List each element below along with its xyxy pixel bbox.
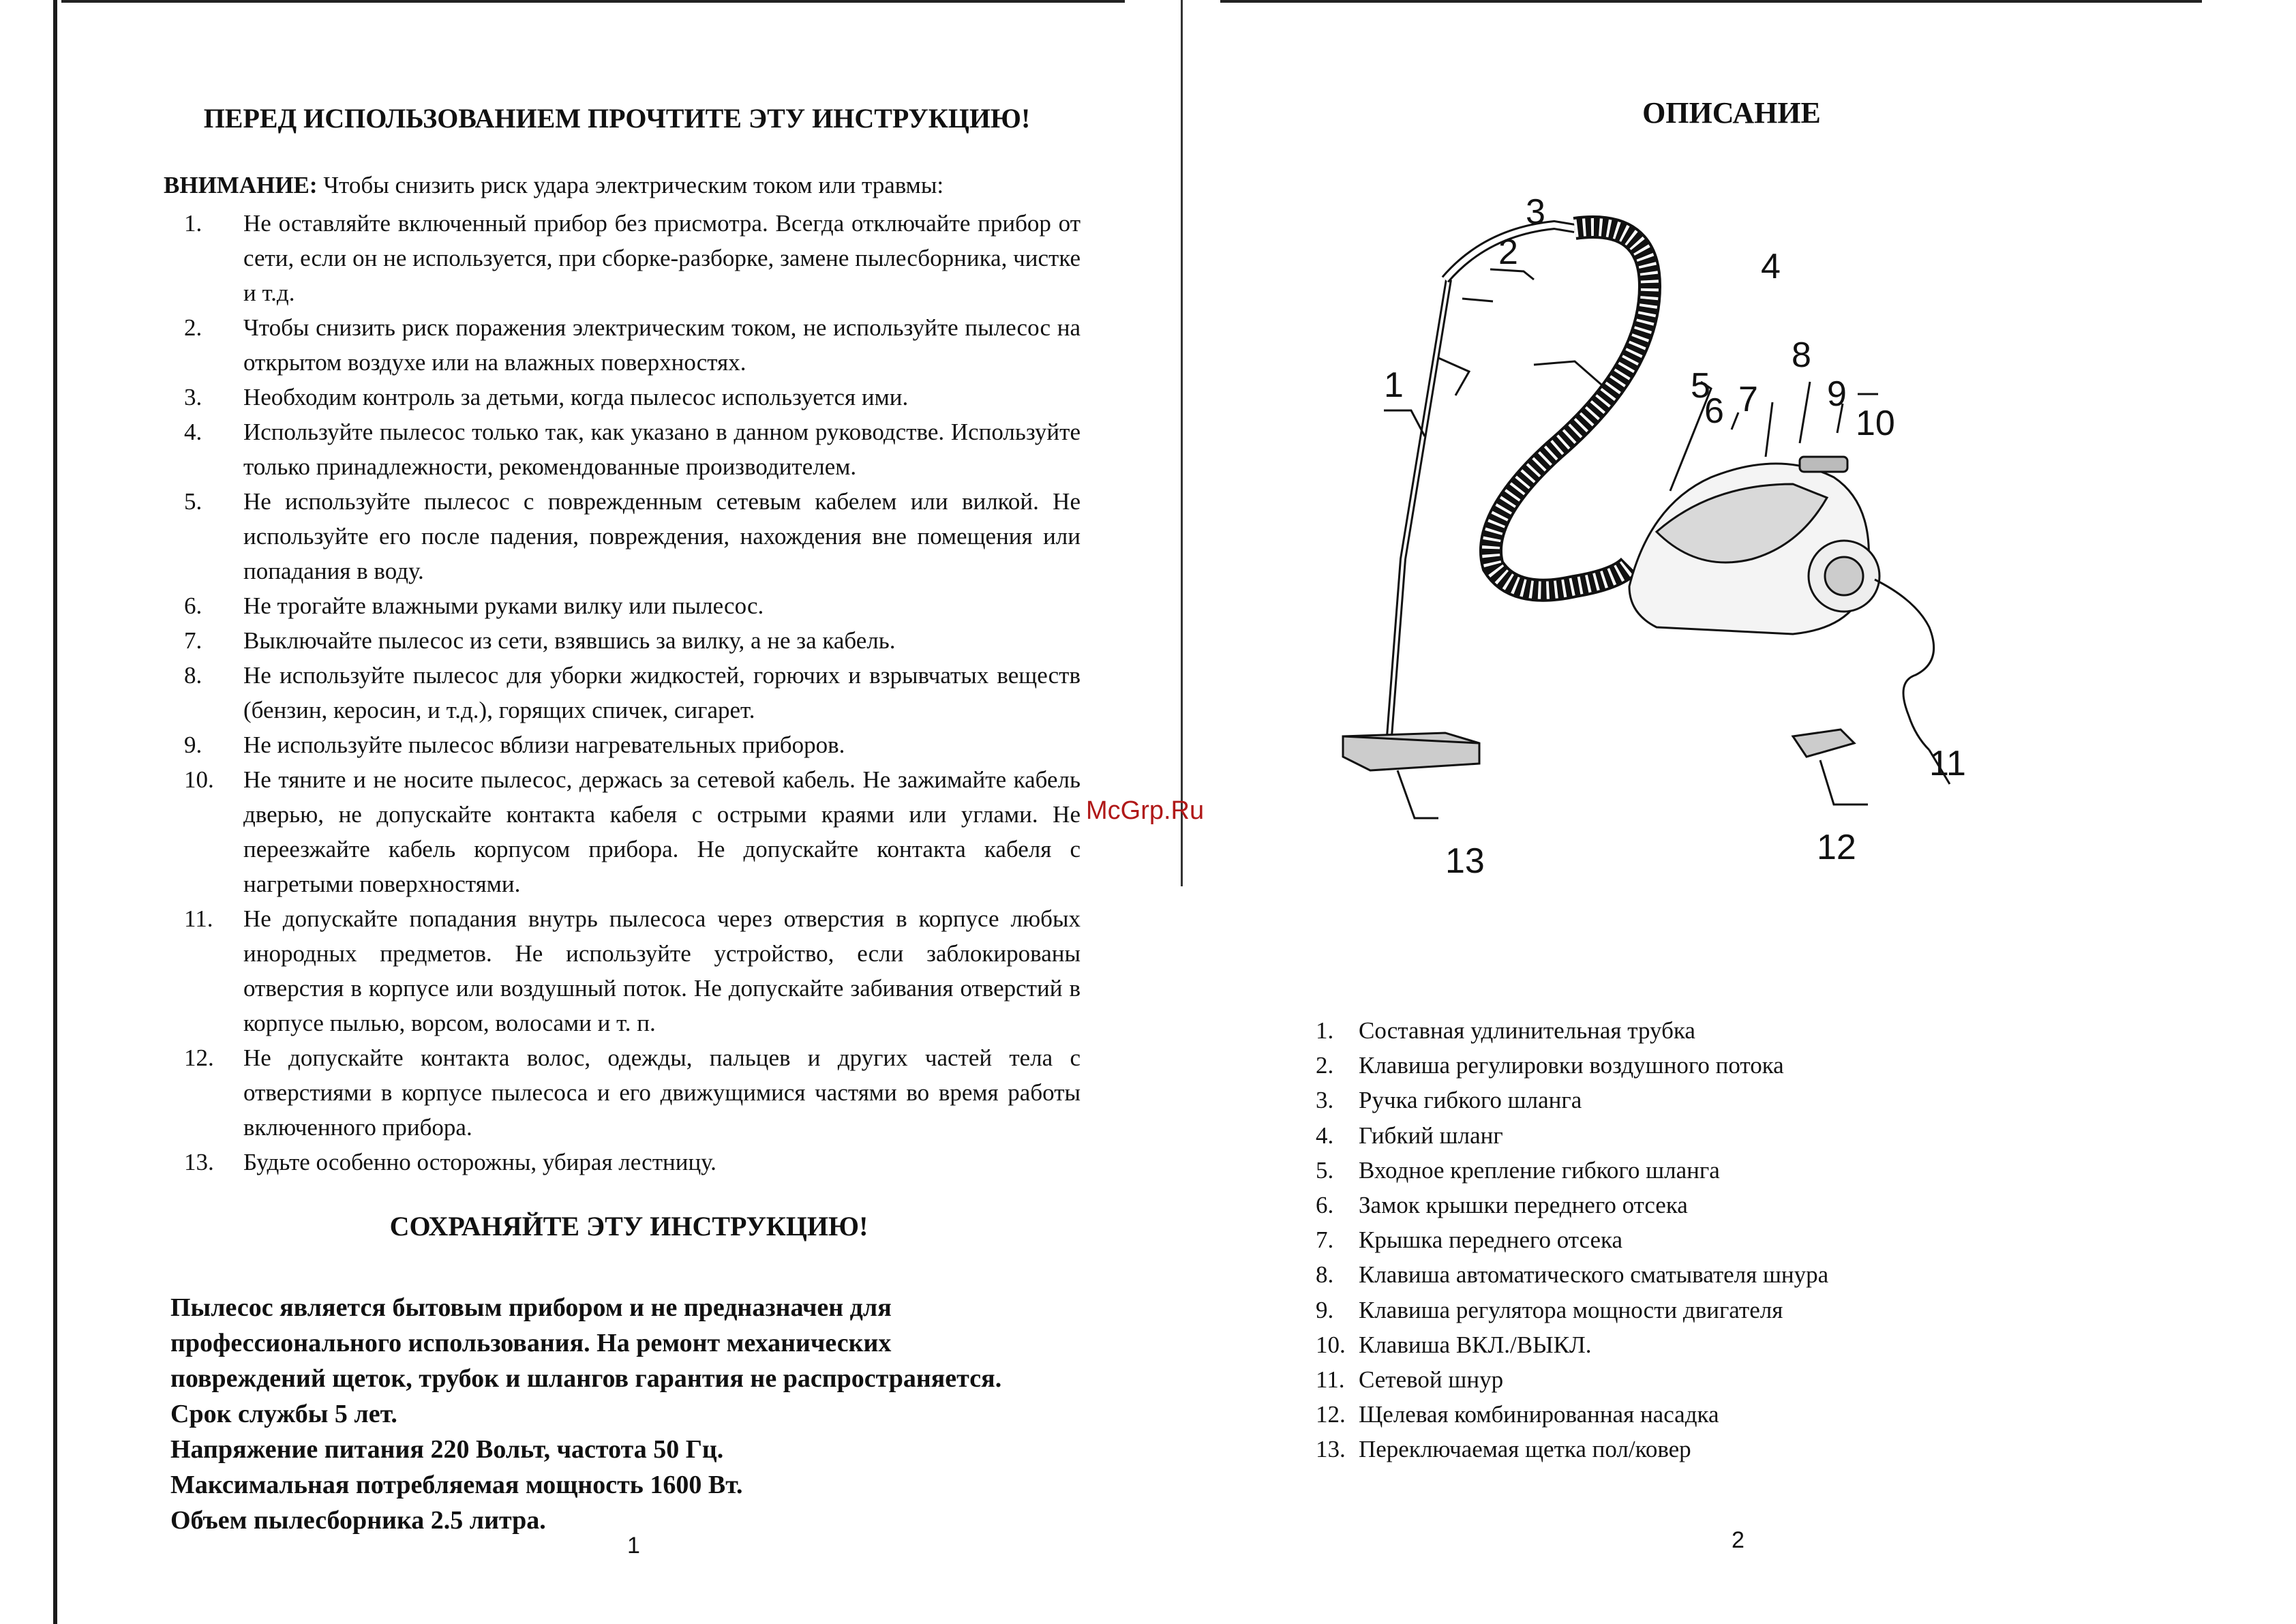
item-number: 9. — [1316, 1296, 1334, 1323]
list-item — [1316, 1327, 2134, 1362]
safety-rules-list — [164, 206, 1081, 1179]
item-number: 8. — [184, 662, 202, 689]
item-number: 6. — [184, 592, 202, 619]
item-number: 7. — [184, 627, 202, 654]
callout-3: 3 — [1526, 192, 1545, 232]
callout-5: 5 — [1691, 366, 1710, 406]
item-number: 9. — [184, 732, 202, 758]
item-text: Клавиша регулятора мощности двигателя — [1359, 1296, 1783, 1323]
page-number-right: 2 — [1732, 1527, 1744, 1553]
item-number: 10. — [1316, 1331, 1346, 1358]
callout-1: 1 — [1384, 365, 1404, 405]
item-text: Замок крышки переднего отсека — [1359, 1192, 1688, 1219]
item-number: 10. — [184, 766, 214, 793]
wand-tube-shape — [1389, 280, 1449, 736]
scan-edge-top-right — [1220, 0, 2202, 3]
list-item — [164, 727, 1081, 762]
item-text: Необходим контроль за детьми, когда пылесос используется ими. — [243, 384, 909, 410]
list-item — [164, 415, 1081, 484]
item-number: 13. — [184, 1149, 214, 1175]
list-item — [1316, 1362, 2134, 1397]
hose-shape — [1491, 227, 1650, 590]
list-item — [164, 658, 1081, 727]
item-number: 1. — [184, 210, 202, 237]
list-item — [1316, 1188, 2134, 1222]
item-number: 4. — [184, 419, 202, 445]
power-cord-shape — [1875, 580, 1934, 750]
item-number: 8. — [1316, 1261, 1334, 1289]
list-item — [1316, 1083, 2134, 1117]
item-text: Щелевая комбинированная насадка — [1359, 1401, 1719, 1428]
item-number: 6. — [1316, 1192, 1334, 1219]
callout-10: 10 — [1856, 404, 1895, 443]
warranty-line: Пылесос является бытовым прибором и не предназначен для — [170, 1293, 892, 1322]
callout-12: 12 — [1817, 828, 1856, 867]
list-item — [1316, 1222, 2134, 1257]
item-number: 3. — [184, 384, 202, 410]
item-number: 5. — [184, 488, 202, 515]
vacuum-cleaner-diagram — [1329, 177, 2011, 900]
item-number: 2. — [1316, 1052, 1334, 1079]
list-item — [1316, 1432, 2134, 1467]
list-item — [1316, 1118, 2134, 1153]
callout-2: 2 — [1498, 232, 1518, 272]
item-text: Будьте особенно осторожны, убирая лестницу. — [243, 1149, 716, 1175]
item-text: Используйте пылесос только так, как указано в данном руководстве. Используйте только принадлежности, рекомендованные производителем. — [243, 419, 1081, 480]
item-text: Гибкий шланг — [1359, 1122, 1503, 1149]
item-number: 4. — [1316, 1122, 1334, 1149]
warranty-line: Максимальная потребляемая мощность 1600 Вт. — [170, 1471, 743, 1499]
item-number: 1. — [1316, 1017, 1334, 1044]
item-text: Не используйте пылесос для уборки жидкостей, горючих и взрывчатых веществ (бензин, керосин, и т.д.), горящих спичек, сигарет. — [243, 662, 1081, 723]
callout-13: 13 — [1445, 841, 1485, 881]
list-item — [1316, 1257, 2134, 1292]
list-item — [164, 623, 1081, 658]
callout-6: 6 — [1704, 391, 1724, 431]
item-text: Ручка гибкого шланга — [1359, 1087, 1582, 1114]
item-text: Не тяните и не носите пылесос, держась за сетевой кабель. Не зажимайте кабель дверью, не допускайте контакта кабеля с острыми краями или углами. Не переезжайте кабель корпусом прибора. Не допускайте контакта кабеля с нагретыми поверхностями. — [243, 766, 1081, 897]
warning-intro — [164, 172, 1118, 199]
list-item — [1316, 1293, 2134, 1327]
warranty-block — [170, 1290, 1138, 1538]
item-text: Выключайте пылесос из сети, взявшись за вилку, а не за кабель. — [243, 627, 896, 654]
page-title-right: ОПИСАНИЕ — [1642, 96, 1821, 130]
item-text: Клавиша регулировки воздушного потока — [1359, 1052, 1784, 1079]
item-number: 12. — [1316, 1401, 1346, 1428]
page-number-left: 1 — [627, 1533, 640, 1559]
warning-label: ВНИМАНИЕ: — [164, 172, 318, 198]
item-number: 7. — [1316, 1227, 1334, 1254]
item-number: 3. — [1316, 1087, 1334, 1114]
list-item — [1316, 1013, 2134, 1048]
page-title-left: ПЕРЕД ИСПОЛЬЗОВАНИЕМ ПРОЧТИТЕ ЭТУ ИНСТРУКЦИЮ! — [203, 103, 1031, 134]
item-text: Крышка переднего отсека — [1359, 1227, 1622, 1254]
callout-4: 4 — [1761, 247, 1781, 286]
callout-9: 9 — [1827, 374, 1847, 414]
item-number: 13. — [1316, 1436, 1346, 1463]
save-instructions-heading: СОХРАНЯЙТЕ ЭТУ ИНСТРУКЦИЮ! — [389, 1211, 868, 1242]
scan-edge-top-left — [61, 0, 1125, 3]
list-item — [164, 762, 1081, 901]
crevice-tool-shape — [1793, 730, 1854, 757]
item-text: Входное крепление гибкого шланга — [1359, 1156, 1720, 1184]
parts-list — [1316, 1013, 2134, 1467]
page-fold-line — [1181, 0, 1183, 886]
warranty-line: повреждений щеток, трубок и шлангов гарантия не распространяется. — [170, 1364, 1002, 1393]
item-text: Не трогайте влажными руками вилку или пылесос. — [243, 592, 764, 619]
scan-edge-left — [53, 0, 57, 1624]
list-item — [1316, 1397, 2134, 1432]
list-item — [164, 484, 1081, 588]
item-text: Клавиша ВКЛ./ВЫКЛ. — [1359, 1331, 1592, 1358]
item-number: 5. — [1316, 1156, 1334, 1184]
floor-brush-shape — [1343, 733, 1479, 770]
item-text: Не допускайте попадания внутрь пылесоса через отверстия в корпусе любых инородных предметов. Не используйте устройство, если заблокированы отверстия в корпусе или воздушный поток. Не допускайте забивания отверстий в корпусе пылью, ворсом, волосами и т. п. — [243, 905, 1081, 1036]
item-text: Не оставляйте включенный прибор без присмотра. Всегда отключайте прибор от сети, если он не используется, при сборке-разборке, замене пылесборника, чистке и т.д. — [243, 210, 1081, 306]
item-text: Клавиша автоматического сматывателя шнура — [1359, 1261, 1829, 1289]
item-text: Составная удлинительная трубка — [1359, 1017, 1695, 1044]
warranty-line: профессионального использования. На ремонт механических — [170, 1329, 892, 1357]
list-item — [164, 1145, 1081, 1179]
item-text: Чтобы снизить риск поражения электрическим током, не используйте пылесос на открытом воздухе или на влажных поверхностях. — [243, 314, 1081, 376]
warranty-line: Напряжение питания 220 Вольт, частота 50 Гц. — [170, 1435, 724, 1464]
callout-7: 7 — [1738, 380, 1758, 419]
list-item — [164, 588, 1081, 623]
item-text: Переключаемая щетка пол/ковер — [1359, 1436, 1691, 1463]
item-number: 11. — [1316, 1366, 1345, 1394]
power-switch-shape — [1800, 457, 1847, 472]
item-text: Не допускайте контакта волос, одежды, пальцев и других частей тела с отверстиями в корпусе пылесоса и его движущимися частями во время работы включенного прибора. — [243, 1044, 1081, 1141]
list-item — [164, 901, 1081, 1040]
item-text: Не используйте пылесос вблизи нагревательных приборов. — [243, 732, 845, 758]
list-item — [164, 380, 1081, 415]
list-item — [1316, 1048, 2134, 1083]
callout-8: 8 — [1792, 335, 1811, 375]
list-item — [164, 310, 1081, 380]
callout-11: 11 — [1929, 744, 1966, 783]
list-item — [164, 1040, 1081, 1145]
item-number: 11. — [184, 905, 213, 932]
watermark: McGrp.Ru — [1086, 796, 1205, 825]
warranty-line: Объем пылесборника 2.5 литра. — [170, 1506, 546, 1535]
item-text: Сетевой шнур — [1359, 1366, 1504, 1394]
warning-text: Чтобы снизить риск удара электрическим током или травмы: — [317, 172, 944, 198]
warranty-line: Срок службы 5 лет. — [170, 1400, 397, 1428]
list-item — [164, 206, 1081, 310]
item-text: Не используйте пылесос с поврежденным сетевым кабелем или вилкой. Не используйте его после падения, повреждения, нахождения вне помещения или попадания в воду. — [243, 488, 1081, 584]
item-number: 12. — [184, 1044, 214, 1071]
list-item — [1316, 1153, 2134, 1188]
item-number: 2. — [184, 314, 202, 341]
